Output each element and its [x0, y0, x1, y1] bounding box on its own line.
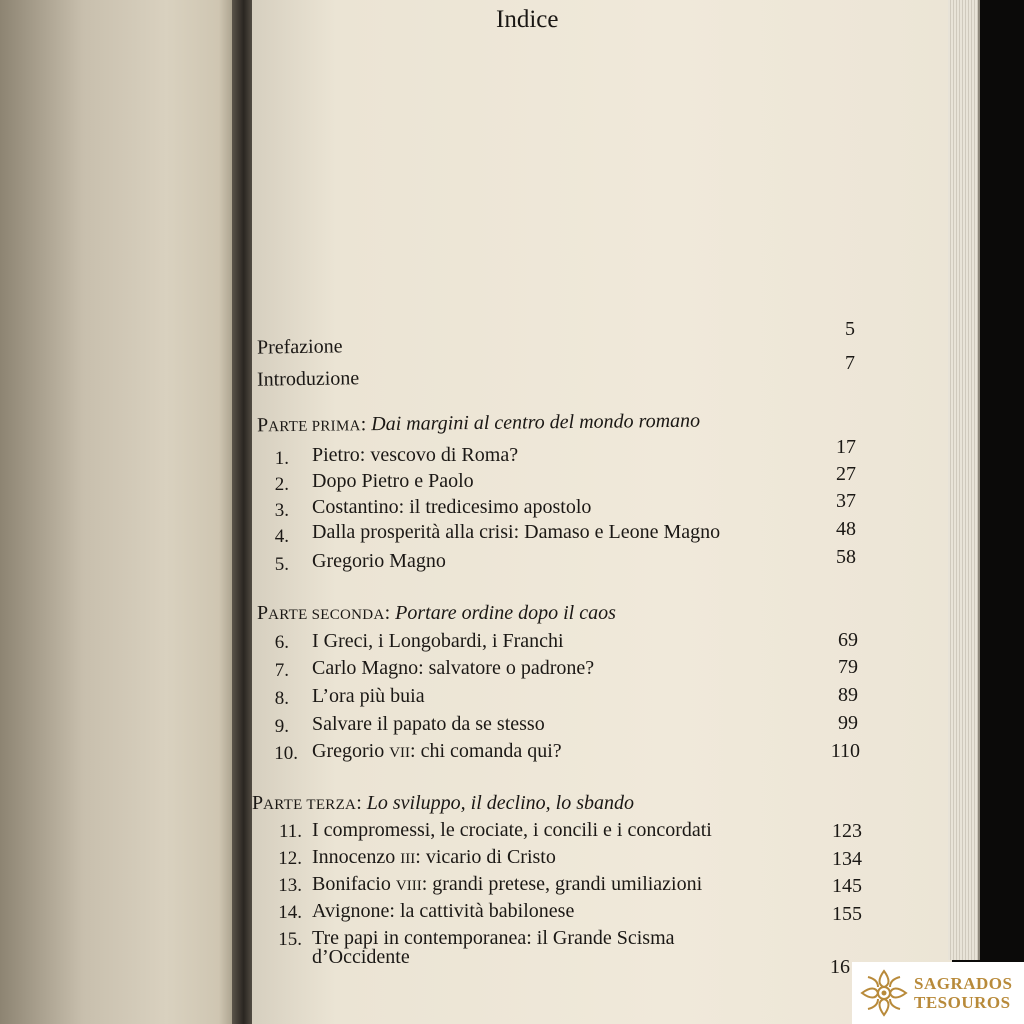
chapter-title [312, 846, 556, 869]
chapter-title: Dopo Pietro e Paolo [312, 470, 474, 492]
roman-numeral: VII [389, 745, 411, 761]
chapter-title [312, 873, 702, 896]
chapter-title: Salvare il papato da se stesso [312, 713, 545, 735]
chapter-page: 79 [838, 656, 858, 678]
chapter-number: 3. [274, 500, 289, 521]
toc-page-prefazione: 5 [845, 318, 855, 340]
part-title: Lo sviluppo, il declino, lo sbando [366, 792, 634, 814]
chapter-title-part: : grandi pretese, grandi umiliazioni [421, 873, 703, 895]
part-prefix-cap: P [256, 414, 269, 437]
toc-entry-introduzione: Introduzione [256, 367, 360, 391]
chapter-page: 123 [832, 820, 862, 842]
chapter-title-part: : vicario di Cristo [415, 846, 556, 868]
chapter-number: 13. [278, 875, 302, 896]
part-title: Dai margini al centro del mondo romano [371, 409, 701, 436]
chapter-number: 11. [278, 821, 302, 842]
chapter-page: 155 [832, 903, 862, 925]
chapter-number: 10. [274, 743, 298, 764]
chapter-page: 16 [830, 956, 850, 978]
chapter-page: 37 [836, 490, 856, 512]
chapter-page: 27 [836, 463, 856, 485]
chapter-title: Tre papi in contemporanea: il Grande Scisma [312, 927, 675, 949]
part-prefix-small: ARTE PRIMA [268, 418, 361, 436]
part-prefix-small: ARTE TERZA [263, 797, 357, 813]
chapter-title: Avignone: la cattività babilonese [312, 900, 575, 922]
chapter-title: Gregorio Magno [312, 550, 446, 572]
chapter-title: Dalla prosperità alla crisi: Damaso e Leone Magno [312, 521, 721, 543]
chapter-page: 99 [838, 712, 858, 734]
chapter-page: 89 [838, 684, 858, 706]
chapter-number: 6. [274, 632, 289, 653]
part-colon: : [360, 413, 367, 436]
part-heading-2 [257, 602, 616, 625]
chapter-title-part: : chi comanda qui? [410, 740, 562, 762]
chapter-title-part: Bonifacio [312, 873, 396, 895]
chapter-number: 1. [274, 448, 289, 469]
part-colon: : [384, 602, 391, 624]
chapter-page: 69 [838, 629, 858, 651]
chapter-title: Pietro: vescovo di Roma? [312, 444, 519, 466]
toc-entry-prefazione: Prefazione [256, 335, 343, 359]
chapter-title-part: Innocenzo [312, 846, 401, 868]
chapter-title: I Greci, i Longobardi, i Franchi [312, 630, 564, 652]
chapter-title: Carlo Magno: salvatore o padrone? [312, 657, 595, 679]
chapter-title [312, 740, 562, 763]
part-heading-1 [257, 410, 700, 438]
chapter-number: 9. [274, 716, 289, 737]
part-prefix-cap: P [252, 792, 264, 814]
page-title: Indice [496, 6, 559, 33]
chapter-number: 8. [274, 688, 289, 709]
chapter-number: 2. [274, 474, 289, 495]
part-heading-3 [252, 792, 634, 815]
toc-page-introduzione: 7 [845, 352, 855, 374]
chapter-title: L’ora più buia [312, 685, 425, 707]
roman-numeral: VIII [395, 878, 422, 894]
chapter-page: 134 [832, 848, 862, 870]
part-prefix-small: ARTE SECONDA [268, 607, 385, 623]
part-colon: : [356, 792, 362, 814]
chapter-number: 15. [278, 929, 302, 950]
chapter-number: 4. [274, 526, 289, 547]
chapter-number: 14. [278, 902, 302, 923]
chapter-page: 145 [832, 875, 862, 897]
chapter-page: 48 [836, 518, 856, 540]
part-title: Portare ordine dopo il caos [395, 602, 616, 624]
chapter-title: I compromessi, le crociate, i concili e i concordati [312, 819, 712, 841]
chapter-number: 7. [274, 660, 289, 681]
chapter-page: 17 [836, 436, 856, 458]
chapter-number: 5. [274, 554, 289, 575]
watermark-text [914, 974, 1012, 1012]
chapter-number: 12. [278, 848, 302, 869]
roman-numeral: III [400, 851, 416, 867]
part-prefix-cap: P [257, 602, 269, 624]
chapter-title: Costantino: il tredicesimo apostolo [312, 496, 592, 518]
chapter-title-part: Gregorio [312, 740, 390, 762]
watermark-logo [852, 962, 1024, 1024]
chapter-page: 58 [836, 546, 856, 568]
watermark-line-2: TESOUROS [914, 993, 1011, 1012]
chapter-title-continued: d’Occidente [312, 946, 410, 968]
chapter-page: 110 [830, 740, 860, 762]
ornament-icon [858, 967, 910, 1019]
watermark-line-1: SAGRADOS [914, 974, 1013, 993]
